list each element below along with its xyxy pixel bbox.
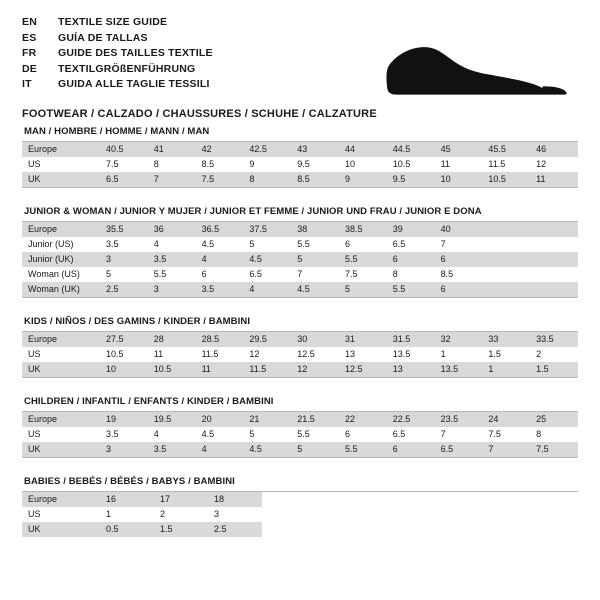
size-cell: 42.5 [243, 142, 291, 157]
size-cell: 29.5 [243, 332, 291, 347]
size-cell: 19.5 [148, 412, 196, 427]
row-label: Europe [22, 142, 100, 157]
size-cell: 5 [100, 267, 148, 282]
size-cell: 12.5 [291, 347, 339, 362]
row-label: Europe [22, 412, 100, 427]
size-cell: 4.5 [196, 237, 244, 252]
size-table [22, 222, 578, 297]
size-cell [530, 282, 578, 297]
size-cell: 1 [482, 362, 530, 377]
size-cell: 6 [339, 237, 387, 252]
size-cell: 38 [291, 222, 339, 237]
table-row [22, 362, 578, 377]
size-cell: 22.5 [387, 412, 435, 427]
size-block-man [22, 126, 578, 188]
size-cell: 30 [291, 332, 339, 347]
size-cell: 36.5 [196, 222, 244, 237]
row-label: US [22, 347, 100, 362]
language-row [22, 78, 213, 94]
size-cell: 3 [208, 507, 262, 522]
size-cell: 6 [387, 252, 435, 267]
size-cell [482, 282, 530, 297]
language-title: GUIDA ALLE TAGLIE TESSILI [58, 78, 210, 90]
size-cell: 10.5 [387, 157, 435, 172]
size-cell: 2.5 [208, 522, 262, 537]
size-cell: 25 [530, 412, 578, 427]
size-table-body [22, 222, 578, 297]
size-cell: 9 [339, 172, 387, 187]
size-cell: 16 [100, 492, 154, 507]
size-cell: 3.5 [148, 252, 196, 267]
size-cell: 3 [148, 282, 196, 297]
size-cell: 12 [530, 157, 578, 172]
size-cell: 6.5 [387, 427, 435, 442]
size-cell: 6.5 [387, 237, 435, 252]
size-cell: 33 [482, 332, 530, 347]
size-cell: 6 [196, 267, 244, 282]
size-cell: 17 [154, 492, 208, 507]
divider [22, 297, 578, 298]
size-cell: 23.5 [435, 412, 483, 427]
size-cell: 1.5 [530, 362, 578, 377]
size-cell: 10 [435, 172, 483, 187]
size-cell: 5.5 [291, 237, 339, 252]
size-cell: 7.5 [196, 172, 244, 187]
size-cell: 44 [339, 142, 387, 157]
language-row [22, 47, 213, 63]
size-cell: 11.5 [243, 362, 291, 377]
size-cell: 31.5 [387, 332, 435, 347]
size-cell [482, 267, 530, 282]
table-row [22, 282, 578, 297]
size-cell: 7 [435, 237, 483, 252]
size-cell: 19 [100, 412, 148, 427]
size-cell: 45.5 [482, 142, 530, 157]
size-table [22, 142, 578, 187]
size-cell: 6.5 [100, 172, 148, 187]
size-cell: 8 [530, 427, 578, 442]
language-title: TEXTILE SIZE GUIDE [58, 16, 168, 28]
size-cell: 13 [339, 347, 387, 362]
row-label: Europe [22, 332, 100, 347]
table-row [22, 332, 578, 347]
language-title: GUIDE DES TAILLES TEXTILE [58, 47, 213, 59]
size-cell: 5.5 [339, 442, 387, 457]
size-cell: 24 [482, 412, 530, 427]
size-block-babies [22, 476, 578, 537]
row-label: UK [22, 522, 100, 537]
language-title-list-body [22, 16, 213, 94]
size-cell: 7.5 [339, 267, 387, 282]
size-cell [530, 237, 578, 252]
row-label: Junior (UK) [22, 252, 100, 267]
size-cell: 5.5 [339, 252, 387, 267]
size-cell: 40.5 [100, 142, 148, 157]
size-cell: 10.5 [148, 362, 196, 377]
size-cell: 1.5 [482, 347, 530, 362]
size-cell: 2.5 [100, 282, 148, 297]
size-cell: 3 [100, 442, 148, 457]
size-cell: 20 [196, 412, 244, 427]
size-cell: 13.5 [435, 362, 483, 377]
size-block-heading: BABIES / BEBÉS / BÉBÉS / BABYS / BAMBINI [24, 476, 235, 487]
size-cell: 10 [339, 157, 387, 172]
size-cell [482, 237, 530, 252]
size-cell: 1 [100, 507, 154, 522]
size-cell: 7 [482, 442, 530, 457]
row-label: US [22, 507, 100, 522]
size-cell: 4.5 [243, 252, 291, 267]
size-cell: 5 [291, 252, 339, 267]
size-cell: 11 [435, 157, 483, 172]
size-cell: 12.5 [339, 362, 387, 377]
language-code: FR [22, 47, 37, 59]
size-cell: 46 [530, 142, 578, 157]
size-cell: 37.5 [243, 222, 291, 237]
size-block-heading: KIDS / NIÑOS / DES GAMINS / KINDER / BAMBINI [24, 316, 251, 327]
size-cell: 10.5 [482, 172, 530, 187]
size-cell: 7 [435, 427, 483, 442]
divider [22, 187, 578, 188]
size-cell: 3.5 [148, 442, 196, 457]
size-cell: 13.5 [387, 347, 435, 362]
size-cell: 9.5 [291, 157, 339, 172]
row-label: UK [22, 362, 100, 377]
size-cell: 27.5 [100, 332, 148, 347]
size-cell: 6 [387, 442, 435, 457]
size-cell: 11.5 [482, 157, 530, 172]
divider [22, 457, 578, 458]
row-label: Junior (US) [22, 237, 100, 252]
size-cell: 4 [243, 282, 291, 297]
table-row [22, 172, 578, 187]
size-cell: 8 [148, 157, 196, 172]
size-cell: 36 [148, 222, 196, 237]
size-cell: 21 [243, 412, 291, 427]
size-cell: 6 [339, 427, 387, 442]
table-row [22, 142, 578, 157]
size-table [22, 492, 262, 537]
size-cell: 0.5 [100, 522, 154, 537]
size-cell: 11 [196, 362, 244, 377]
size-cell: 28 [148, 332, 196, 347]
size-table [22, 412, 578, 457]
row-label: US [22, 157, 100, 172]
size-cell: 44.5 [387, 142, 435, 157]
size-cell: 13 [387, 362, 435, 377]
size-cell: 7.5 [100, 157, 148, 172]
size-cell: 3.5 [196, 282, 244, 297]
language-row [22, 16, 213, 32]
language-code: DE [22, 62, 37, 75]
size-cell: 3.5 [100, 427, 148, 442]
size-cell: 42 [196, 142, 244, 157]
size-cell: 11.5 [196, 347, 244, 362]
size-cell: 3 [100, 252, 148, 267]
size-cell: 8.5 [196, 157, 244, 172]
size-cell: 2 [154, 507, 208, 522]
table-row [22, 267, 578, 282]
row-label: US [22, 427, 100, 442]
language-title: TEXTILGRÖßENFÜHRUNG [58, 62, 196, 75]
size-table [22, 332, 578, 377]
size-cell: 2 [530, 347, 578, 362]
size-cell: 5 [339, 282, 387, 297]
document-header [22, 16, 578, 120]
row-label: UK [22, 172, 100, 187]
row-label: Woman (US) [22, 267, 100, 282]
table-row [22, 492, 262, 507]
size-table-body [22, 142, 578, 187]
table-row [22, 427, 578, 442]
size-cell: 7.5 [482, 427, 530, 442]
size-cell: 3.5 [100, 237, 148, 252]
size-cell [482, 252, 530, 267]
size-table-body [22, 412, 578, 457]
size-cell: 40 [435, 222, 483, 237]
size-table-body [22, 492, 262, 537]
size-cell: 6.5 [435, 442, 483, 457]
row-label: Europe [22, 222, 100, 237]
size-cell: 8.5 [291, 172, 339, 187]
size-cell: 6 [435, 282, 483, 297]
size-cell: 5 [291, 442, 339, 457]
size-cell: 22 [339, 412, 387, 427]
size-cell: 4 [196, 252, 244, 267]
table-row [22, 252, 578, 267]
row-label: Europe [22, 492, 100, 507]
size-block-heading: CHILDREN / INFANTIL / ENFANTS / KINDER / BAMBINI [24, 396, 274, 407]
language-code: IT [22, 78, 32, 90]
size-cell: 4.5 [196, 427, 244, 442]
table-row [22, 442, 578, 457]
language-title-list [22, 16, 213, 94]
size-cell: 21.5 [291, 412, 339, 427]
table-row [22, 222, 578, 237]
size-cell: 18 [208, 492, 262, 507]
size-block-junior-woman [22, 206, 578, 298]
size-cell: 7 [148, 172, 196, 187]
size-cell: 12 [291, 362, 339, 377]
size-cell: 4.5 [291, 282, 339, 297]
table-row [22, 507, 262, 522]
size-cell: 4.5 [243, 442, 291, 457]
size-cell [482, 222, 530, 237]
size-cell: 8.5 [435, 267, 483, 282]
size-cell: 8 [243, 172, 291, 187]
table-row [22, 522, 262, 537]
size-cell: 38.5 [339, 222, 387, 237]
size-cell: 5.5 [387, 282, 435, 297]
table-row [22, 237, 578, 252]
size-cell: 7 [291, 267, 339, 282]
size-cell: 39 [387, 222, 435, 237]
size-cell: 5.5 [148, 267, 196, 282]
size-cell: 5 [243, 427, 291, 442]
size-cell: 35.5 [100, 222, 148, 237]
size-cell: 10.5 [100, 347, 148, 362]
table-row [22, 157, 578, 172]
table-row [22, 412, 578, 427]
size-cell: 33.5 [530, 332, 578, 347]
language-row [22, 32, 213, 48]
size-cell: 10 [100, 362, 148, 377]
size-cell: 41 [148, 142, 196, 157]
size-block-kids [22, 316, 578, 378]
size-cell: 45 [435, 142, 483, 157]
size-cell [530, 222, 578, 237]
size-cell: 28.5 [196, 332, 244, 347]
size-cell [530, 252, 578, 267]
size-cell: 5 [243, 237, 291, 252]
divider [22, 377, 578, 378]
size-cell: 5.5 [291, 427, 339, 442]
size-block-children [22, 396, 578, 458]
page-title: FOOTWEAR / CALZADO / CHAUSSURES / SCHUHE / CALZATURE [22, 107, 377, 120]
size-cell: 7.5 [530, 442, 578, 457]
size-cell: 43 [291, 142, 339, 157]
size-cell: 1 [435, 347, 483, 362]
size-table-body [22, 332, 578, 377]
language-title: GUÍA DE TALLAS [58, 31, 148, 44]
size-block-heading: MAN / HOMBRE / HOMME / MANN / MAN [24, 126, 210, 137]
table-row [22, 347, 578, 362]
size-cell: 31 [339, 332, 387, 347]
size-cell: 9 [243, 157, 291, 172]
size-cell: 32 [435, 332, 483, 347]
size-cell: 6.5 [243, 267, 291, 282]
size-cell: 4 [148, 427, 196, 442]
language-row [22, 63, 213, 79]
size-cell: 1.5 [154, 522, 208, 537]
size-cell: 11 [530, 172, 578, 187]
dress-shoe-icon [382, 34, 572, 104]
row-label: UK [22, 442, 100, 457]
size-block-heading: JUNIOR & WOMAN / JUNIOR Y MUJER / JUNIOR ET FEMME / JUNIOR UND FRAU / JUNIOR E DONA [24, 206, 482, 217]
size-cell: 4 [148, 237, 196, 252]
size-cell: 4 [196, 442, 244, 457]
language-code: ES [22, 31, 37, 44]
size-cell [530, 267, 578, 282]
language-code: EN [22, 16, 37, 28]
size-cell: 11 [148, 347, 196, 362]
size-cell: 9.5 [387, 172, 435, 187]
row-label: Woman (UK) [22, 282, 100, 297]
size-cell: 8 [387, 267, 435, 282]
size-cell: 6 [435, 252, 483, 267]
size-cell: 12 [243, 347, 291, 362]
